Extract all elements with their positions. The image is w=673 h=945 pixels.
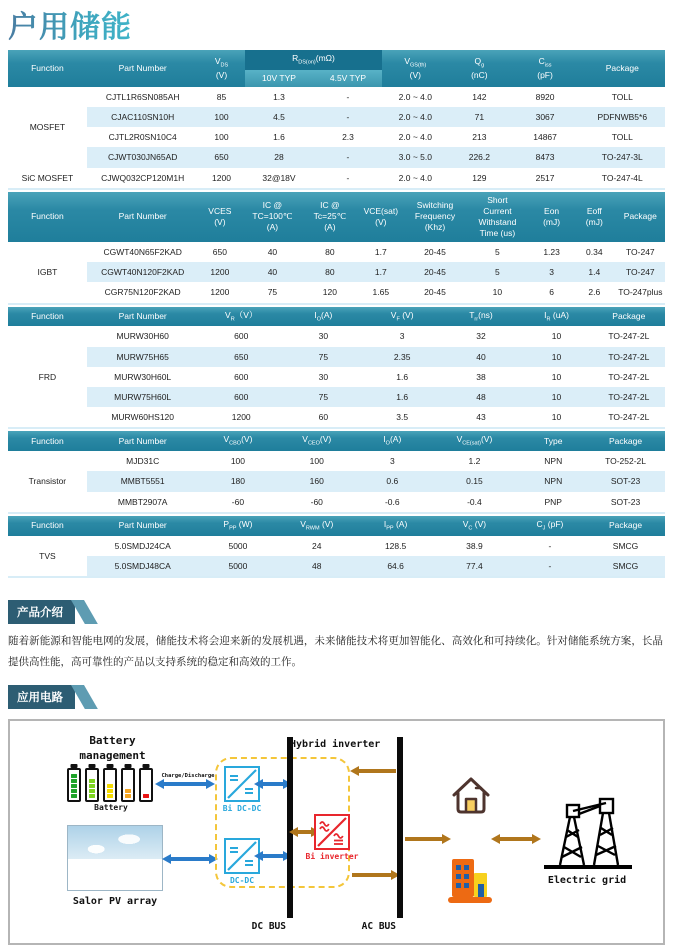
function-cell: MOSFET: [8, 87, 87, 168]
tvs-table: [8, 516, 665, 578]
column-header: Function: [8, 307, 87, 327]
table-cell: TO-252-2L: [586, 451, 665, 471]
table-cell: 100: [199, 451, 278, 471]
column-header: $V_R(V)$: [199, 307, 284, 327]
function-cell: Transistor: [8, 451, 87, 513]
column-header: Function: [8, 516, 87, 536]
table-cell: SMCG: [586, 556, 665, 577]
building-icon: [448, 855, 494, 910]
table-cell: SOT-23: [586, 471, 665, 491]
frd-table: [8, 307, 665, 430]
table-cell: 650: [199, 242, 242, 262]
table-cell: 1.6: [363, 367, 442, 387]
column-header: $C_{iss}$ (pF): [511, 50, 580, 87]
table-cell: 1.2: [428, 451, 520, 471]
column-header: $T_{rr}(ns)$: [442, 307, 521, 327]
column-header: $V_{DS}$ (V): [199, 50, 245, 87]
acbus-to-inverter-arrow: [358, 769, 396, 773]
battery-label: Battery: [94, 803, 128, 813]
table-cell: TO-247: [616, 242, 665, 262]
electric-grid-label: Electric grid: [547, 875, 627, 887]
table-cell: NPN: [520, 451, 586, 471]
table-cell: 3: [530, 262, 573, 282]
table-cell: 64.6: [356, 556, 435, 577]
hybrid-inverter-label: Hybrid inverter: [290, 739, 381, 751]
table-cell: MJD31C: [87, 451, 199, 471]
solar-panels: [68, 859, 162, 890]
table-cell: 5000: [199, 536, 278, 556]
table-cell: TO-247-2L: [593, 326, 665, 346]
column-header: $I_{PP}$ (A): [356, 516, 435, 536]
column-header: 4.5V TYP: [313, 70, 382, 87]
solar-pv-array-label: Salor PV array: [72, 896, 158, 908]
table-cell: 40: [442, 347, 521, 367]
charge-discharge-label: Charge/Discharge: [161, 773, 215, 780]
column-header: Eoff (mJ): [573, 192, 616, 242]
transistor-table-wrap: [8, 431, 665, 513]
column-header: VCE(sat) (V): [356, 192, 405, 242]
table-cell: 5000: [199, 556, 278, 577]
table-cell: 180: [199, 471, 278, 491]
table-cell: 1.6: [245, 127, 314, 147]
function-cell: TVS: [8, 536, 87, 577]
table-cell: -: [313, 147, 382, 167]
table-cell: 0.6: [356, 471, 428, 491]
table-cell: CJTL1R6SN085AH: [87, 87, 199, 107]
house-icon: [448, 771, 494, 824]
mosfet-table-wrap: [8, 50, 665, 190]
table-cell: PDFNWB5*6: [580, 107, 665, 127]
table-cell: 71: [448, 107, 510, 127]
table-cell: CJWT030JN65AD: [87, 147, 199, 167]
table-cell: 1200: [199, 282, 242, 303]
table-cell: 3067: [511, 107, 580, 127]
table-cell: MURW30H60L: [87, 367, 199, 387]
table-cell: 6: [530, 282, 573, 303]
sky: [68, 826, 162, 859]
table-cell: 1200: [199, 262, 242, 282]
table-cell: 600: [199, 387, 284, 407]
table-cell: SOT-23: [586, 492, 665, 513]
column-header: $I_O(A)$: [356, 431, 428, 451]
table-cell: 48: [277, 556, 356, 577]
table-cell: 0.15: [428, 471, 520, 491]
table-cell: 8473: [511, 147, 580, 167]
table-cell: PNP: [520, 492, 586, 513]
table-cell: 75: [284, 347, 363, 367]
bi-inverter-label: Bi inverter: [305, 852, 359, 862]
table-cell: CGWT40N120F2KAD: [87, 262, 199, 282]
table-cell: 32@18V: [245, 168, 314, 189]
table-cell: 128.5: [356, 536, 435, 556]
spec-tables: [8, 50, 665, 578]
table-cell: 48: [442, 387, 521, 407]
table-cell: 160: [277, 471, 356, 491]
battery-management-label: Battery management: [79, 734, 146, 763]
dcdc-label: DC-DC: [229, 876, 255, 886]
table-cell: 1.7: [356, 242, 405, 262]
table-cell: -: [313, 107, 382, 127]
table-cell: 100: [199, 127, 245, 147]
table-cell: 226.2: [448, 147, 510, 167]
table-cell: CJTL2R0SN10C4: [87, 127, 199, 147]
acbus-to-loads-arrow: [405, 837, 443, 841]
product-intro-text: 随着新能源和智能电网的发展，储能技术将会迎来新的发展机遇，未来储能技术将更加智能化、高效化和可持续化。针对储能系统方案，长晶提供高性能，高可靠性的产品以支持系统的稳定和高效的工作。: [8, 635, 663, 668]
column-header: $I_R$ (uA): [520, 307, 592, 327]
bi-dcdc-to-dcbus-arrow: [262, 782, 284, 786]
battery-icon: [121, 768, 135, 802]
table-cell: 20-45: [405, 282, 464, 303]
column-header: $V_C$ (V): [435, 516, 514, 536]
table-cell: 77.4: [435, 556, 514, 577]
table-cell: 3: [356, 451, 428, 471]
table-cell: 100: [199, 107, 245, 127]
table-cell: TOLL: [580, 127, 665, 147]
column-header: Package: [616, 192, 665, 242]
column-header: Package: [580, 50, 665, 87]
bi-inverter-icon: [314, 814, 350, 850]
bi-dcdc-label: Bi DC-DC: [222, 804, 262, 814]
table-cell: 100: [277, 451, 356, 471]
table-cell: 142: [448, 87, 510, 107]
battery-to-converter-arrow: [163, 782, 207, 786]
table-cell: 3.5: [363, 407, 442, 428]
column-header: Type: [520, 431, 586, 451]
battery-icon: [67, 768, 81, 802]
battery-bank: [67, 763, 153, 802]
table-cell: -: [514, 556, 586, 577]
table-cell: 75: [241, 282, 303, 303]
column-header: Switching Frequency (Khz): [405, 192, 464, 242]
table-cell: 2.0 ~ 4.0: [382, 168, 448, 189]
table-cell: 650: [199, 147, 245, 167]
table-cell: 5.0SMDJ48CA: [87, 556, 199, 577]
frd-table-wrap: [8, 307, 665, 430]
table-cell: 10: [520, 407, 592, 428]
table-cell: 213: [448, 127, 510, 147]
table-cell: MURW30H60: [87, 326, 199, 346]
table-cell: 2.3: [313, 127, 382, 147]
table-cell: 2.35: [363, 347, 442, 367]
table-cell: TO-247-4L: [580, 168, 665, 189]
table-cell: CGWT40N65F2KAD: [87, 242, 199, 262]
table-cell: 28: [245, 147, 314, 167]
table-cell: 650: [199, 347, 284, 367]
page-title: 户用储能: [8, 2, 132, 46]
table-cell: MMBT5551: [87, 471, 199, 491]
column-header: Part Number: [87, 307, 199, 327]
table-cell: -0.4: [428, 492, 520, 513]
table-cell: 600: [199, 367, 284, 387]
column-header: Function: [8, 50, 87, 87]
table-cell: 10: [520, 367, 592, 387]
table-cell: 1200: [199, 407, 284, 428]
table-cell: 10: [465, 282, 531, 303]
column-header: $V_{CEO}(V)$: [277, 431, 356, 451]
table-cell: 2517: [511, 168, 580, 189]
table-cell: -: [313, 87, 382, 107]
electric-grid-icon: [542, 789, 634, 878]
igbt-table-wrap: [8, 192, 665, 305]
table-cell: -: [313, 168, 382, 189]
column-header: Function: [8, 431, 87, 451]
column-header: $I_O(A)$: [284, 307, 363, 327]
table-cell: 30: [284, 367, 363, 387]
function-cell: IGBT: [8, 242, 87, 304]
column-header: $V_F$ (V): [363, 307, 442, 327]
table-cell: 2.0 ~ 4.0: [382, 127, 448, 147]
column-header: $V_{CE(sat)}(V)$: [428, 431, 520, 451]
column-header: Package: [593, 307, 665, 327]
column-header: Package: [586, 431, 665, 451]
table-cell: CJWQ032CP120M1H: [87, 168, 199, 189]
column-header: $P_{PP}$ (W): [199, 516, 278, 536]
battery-icon: [103, 768, 117, 802]
table-cell: 24: [277, 536, 356, 556]
table-cell: 80: [304, 242, 357, 262]
table-cell: TO-247: [616, 262, 665, 282]
table-cell: 3.0 ~ 5.0: [382, 147, 448, 167]
table-cell: 5: [465, 242, 531, 262]
table-cell: 3: [363, 326, 442, 346]
table-cell: -60: [199, 492, 278, 513]
column-header: Short Current Withstand Time (us): [465, 192, 531, 242]
table-cell: 8920: [511, 87, 580, 107]
battery-icon: [139, 768, 153, 802]
table-cell: 1.3: [245, 87, 314, 107]
transistor-table: [8, 431, 665, 513]
column-header: IC @ Tc=25℃ (A): [304, 192, 357, 242]
table-cell: 0.34: [573, 242, 616, 262]
column-header: VCES (V): [199, 192, 242, 242]
table-cell: TOLL: [580, 87, 665, 107]
table-cell: -60: [277, 492, 356, 513]
column-header: Package: [586, 516, 665, 536]
table-cell: 129: [448, 168, 510, 189]
column-header: $V_{CBO}(V)$: [199, 431, 278, 451]
column-header: 10V TYP: [245, 70, 314, 87]
table-cell: 120: [304, 282, 357, 303]
column-header: Part Number: [87, 516, 199, 536]
battery-icon: [85, 768, 99, 802]
table-cell: TO-247-3L: [580, 147, 665, 167]
solar-panel-image: [67, 825, 163, 891]
column-header: Function: [8, 192, 87, 242]
table-cell: TO-247-2L: [593, 367, 665, 387]
table-cell: 30: [284, 326, 363, 346]
inverter-to-acbus-arrow: [352, 873, 392, 877]
table-cell: NPN: [520, 471, 586, 491]
table-cell: 5: [465, 262, 531, 282]
table-cell: 32: [442, 326, 521, 346]
dcdc-to-dcbus-arrow: [262, 854, 284, 858]
table-cell: 75: [284, 387, 363, 407]
table-cell: 20-45: [405, 242, 464, 262]
table-cell: 43: [442, 407, 521, 428]
table-cell: MMBT2907A: [87, 492, 199, 513]
table-cell: 10: [520, 347, 592, 367]
igbt-table: [8, 192, 665, 305]
table-cell: 600: [199, 326, 284, 346]
table-cell: -0.6: [356, 492, 428, 513]
function-cell: SiC MOSFET: [8, 168, 87, 189]
column-header: $Q_g$ (nC): [448, 50, 510, 87]
table-cell: MURW75H60L: [87, 387, 199, 407]
table-cell: 80: [304, 262, 357, 282]
column-header: $C_J$ (pF): [514, 516, 586, 536]
column-header: Part Number: [87, 50, 199, 87]
loads-to-grid-arrow: [499, 837, 533, 841]
tvs-table-wrap: [8, 516, 665, 578]
table-cell: 10: [520, 326, 592, 346]
table-cell: -: [514, 536, 586, 556]
table-cell: 40: [241, 242, 303, 262]
column-header: IC @ TC=100℃ (A): [241, 192, 303, 242]
table-cell: MURW60HS120: [87, 407, 199, 428]
section-heading-product-intro: 产品介绍: [8, 600, 75, 624]
table-cell: CJAC110SN10H: [87, 107, 199, 127]
table-cell: 60: [284, 407, 363, 428]
dc-bus-label: DC BUS: [251, 921, 286, 933]
column-header: Eon (mJ): [530, 192, 573, 242]
solar-to-converter-arrow: [170, 857, 210, 861]
table-cell: 10: [520, 387, 592, 407]
table-cell: TO-247-2L: [593, 387, 665, 407]
table-cell: 85: [199, 87, 245, 107]
table-cell: 20-45: [405, 262, 464, 282]
table-cell: TO-247plus: [616, 282, 665, 303]
column-header: Part Number: [87, 192, 199, 242]
table-cell: 1.7: [356, 262, 405, 282]
table-cell: 1.6: [363, 387, 442, 407]
section-heading-application-circuit: 应用电路: [8, 685, 75, 709]
function-cell: FRD: [8, 326, 87, 428]
column-header: $R_{DS(on)}(m\Omega)$: [245, 50, 383, 70]
table-cell: TO-247-2L: [593, 347, 665, 367]
table-cell: SMCG: [586, 536, 665, 556]
table-cell: 40: [241, 262, 303, 282]
table-cell: 4.5: [245, 107, 314, 127]
mosfet-table: [8, 50, 665, 190]
ac-bus-bar: [397, 737, 403, 918]
table-cell: 1.23: [530, 242, 573, 262]
table-cell: 1200: [199, 168, 245, 189]
table-cell: 2.0 ~ 4.0: [382, 107, 448, 127]
table-cell: TO-247-2L: [593, 407, 665, 428]
table-cell: 1.65: [356, 282, 405, 303]
table-cell: CGR75N120F2KAD: [87, 282, 199, 303]
ac-bus-label: AC BUS: [361, 921, 396, 933]
table-cell: 1.4: [573, 262, 616, 282]
dcbus-to-inverter-arrow: [297, 830, 312, 834]
application-circuit-diagram: [8, 719, 665, 945]
column-header: $V_{RWM}$ (V): [277, 516, 356, 536]
table-cell: 5.0SMDJ24CA: [87, 536, 199, 556]
table-cell: 38.9: [435, 536, 514, 556]
table-cell: 14867: [511, 127, 580, 147]
column-header: $V_{GS(th)}$ (V): [382, 50, 448, 87]
table-cell: 2.6: [573, 282, 616, 303]
column-header: Part Number: [87, 431, 199, 451]
table-cell: 2.0 ~ 4.0: [382, 87, 448, 107]
table-cell: MURW75H65: [87, 347, 199, 367]
table-cell: 38: [442, 367, 521, 387]
